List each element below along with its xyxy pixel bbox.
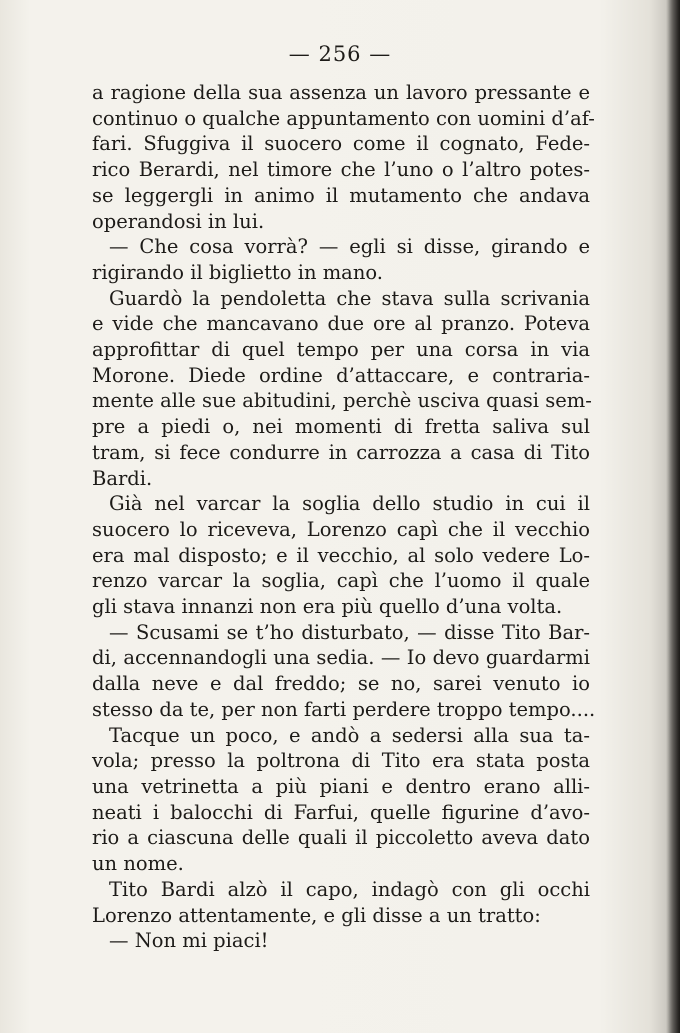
text-line: Tacque un poco, e andò a sedersi alla sua ta- xyxy=(109,723,590,747)
text-line: una vetrinetta a più piani e dentro erano alli- xyxy=(92,774,590,798)
text-line: Tito Bardi alzò il capo, indagò con gli occhi xyxy=(109,877,590,901)
text-line: vola; presso la poltrona di Tito era stata posta xyxy=(92,749,590,773)
text-line: di, accennandogli una sedia. — Io devo guardarmi xyxy=(92,646,590,670)
text-line: dalla neve e dal freddo; se no, sarei venuto io xyxy=(92,672,590,696)
text-line: stesso da te, per non farti perdere troppo tempo.... xyxy=(92,697,596,721)
page-spine-shadow xyxy=(666,0,680,1033)
text-line: fari. Sfuggiva il suocero come il cognato, Fede- xyxy=(92,132,590,156)
text-line: Già nel varcar la soglia dello studio in cui il xyxy=(109,492,590,516)
text-line: approfittar di quel tempo per una corsa in via xyxy=(92,338,590,362)
text-line: mente alle sue abitudini, perchè usciva quasi sem- xyxy=(92,389,592,413)
text-line: continuo o qualche appuntamento con uomini d’af- xyxy=(92,106,595,130)
text-line: — Scusami se t’ho disturbato, — disse Tito Bar- xyxy=(109,620,590,644)
text-line: Morone. Diede ordine d’attaccare, e contraria- xyxy=(92,363,590,387)
text-line: un nome. xyxy=(92,852,184,876)
text-line: rico Berardi, nel timore che l’uno o l’altro potes- xyxy=(92,158,590,182)
text-line: — Che cosa vorrà? — egli si disse, girando e xyxy=(109,235,590,259)
text-line: se leggergli in animo il mutamento che andava xyxy=(92,183,590,207)
text-line: rio a ciascuna delle quali il piccoletto aveva dato xyxy=(92,826,590,850)
body-text xyxy=(92,80,596,954)
text-line: neati i balocchi di Farfui, quelle figurine d’avo- xyxy=(92,800,590,824)
text-line: e vide che mancavano due ore al pranzo. Poteva xyxy=(92,312,590,336)
text-line: renzo varcar la soglia, capì che l’uomo il quale xyxy=(92,569,590,593)
text-line: rigirando il biglietto in mano. xyxy=(92,260,383,284)
text-line: era mal disposto; e il vecchio, al solo vedere Lo- xyxy=(92,543,590,567)
text-line: — Non mi piaci! xyxy=(109,929,269,953)
text-line: Bardi. xyxy=(92,466,153,490)
text-line: Guardò la pendoletta che stava sulla scrivania xyxy=(109,286,590,310)
text-line: pre a piedi o, nei momenti di fretta saliva sul xyxy=(92,415,590,439)
page-number: — 256 — xyxy=(288,42,392,66)
text-line: tram, si fece condurre in carrozza a casa di Tito xyxy=(92,440,590,464)
text-line: a ragione della sua assenza un lavoro pressante e xyxy=(92,81,590,104)
text-line: operandosi in lui. xyxy=(92,209,265,233)
text-line: gli stava innanzi non era più quello d’una volta. xyxy=(92,595,563,619)
text-line: suocero lo riceveva, Lorenzo capì che il vecchio xyxy=(92,517,590,541)
text-line: Lorenzo attentamente, e gli disse a un tratto: xyxy=(92,903,541,927)
